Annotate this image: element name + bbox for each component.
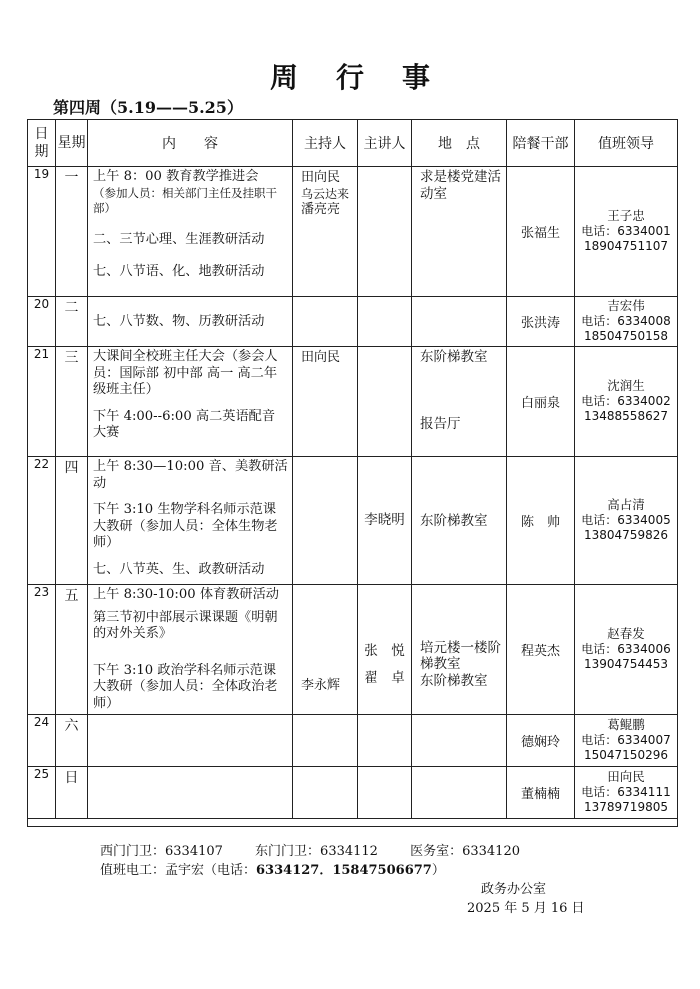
place-text: 东阶梯教室 [420, 349, 488, 365]
row-place [412, 167, 507, 297]
electrician-close: ） [431, 863, 445, 878]
leader-name: 田向民 [607, 769, 645, 785]
title-char: 事 [402, 61, 431, 94]
row-weekday: 六 [56, 715, 88, 767]
leader-name: 沈润生 [607, 378, 645, 394]
row-date: 19 [28, 167, 56, 297]
leader-phone: 电话：6334007 [581, 732, 671, 747]
row-weekday: 二 [56, 297, 88, 347]
row-date: 24 [28, 715, 56, 767]
row-place [412, 715, 507, 767]
place-text: 求是楼党建活动室 [420, 169, 501, 202]
row-speaker [358, 585, 412, 715]
row-date: 23 [28, 585, 56, 715]
table-row [28, 767, 678, 819]
place-text: 东阶梯教室 [420, 513, 488, 530]
signature-date: 2025 年 5 月 16 日 [467, 901, 585, 916]
week-label: 第四周（5.19——5.25） [53, 98, 243, 117]
table-row [28, 457, 678, 585]
leader-mobile: 13789719805 [584, 800, 668, 815]
row-host [293, 167, 358, 297]
host-name: 李永辉 [301, 678, 341, 693]
content-line: 七、八节语、化、地教研活动 [93, 264, 265, 279]
leader-mobile: 13488558627 [584, 409, 668, 424]
row-date: 25 [28, 767, 56, 819]
row-weekday: 一 [56, 167, 88, 297]
speaker-name: 翟 卓 [364, 669, 405, 686]
row-place [412, 297, 507, 347]
row-leader [575, 715, 678, 767]
table-header-row [28, 120, 678, 167]
leader-name: 吉宏伟 [607, 298, 645, 314]
clinic-phone: 医务室：6334120 [410, 844, 520, 859]
row-staff: 德娴玲 [507, 715, 575, 767]
table-row-filler [28, 819, 678, 827]
table-row [28, 585, 678, 715]
table-row [28, 297, 678, 347]
leader-name: 王子忠 [607, 208, 645, 224]
title-char: 行 [335, 61, 364, 94]
row-weekday: 日 [56, 767, 88, 819]
content-line: 下午 3:10 政治学科名师示范课大教研（参加人员：全体政治老师） [93, 662, 278, 711]
speaker-name: 李晓明 [364, 512, 405, 528]
content-line: 下午 4:00--6:00 高二英语配音大赛 [93, 408, 276, 440]
content-line: 七、八节数、物、历教研活动 [93, 314, 265, 330]
row-leader [575, 767, 678, 819]
page-title [0, 56, 700, 96]
header-leader: 值班领导 [575, 120, 678, 167]
row-content [88, 767, 293, 819]
row-place [412, 585, 507, 715]
host-name: 潘亮亮 [301, 202, 341, 217]
row-host [293, 347, 358, 457]
leader-phone: 电话：6334005 [581, 512, 671, 527]
leader-phone: 电话：6334008 [581, 313, 671, 328]
west-gate-phone: 西门门卫：6334107 [100, 844, 223, 859]
row-weekday: 三 [56, 347, 88, 457]
content-line: 上午 8:30—10:00 音、美教研活动 [93, 459, 288, 491]
footer-contacts [100, 840, 520, 859]
content-line: 大课间全校班主任大会（参会人员：国际部 初中部 高一 高二年级班主任） [93, 349, 278, 397]
row-host [293, 715, 358, 767]
header-place: 地 点 [412, 120, 507, 167]
row-weekday: 四 [56, 457, 88, 585]
row-place [412, 457, 507, 585]
row-speaker [358, 297, 412, 347]
row-staff: 张福生 [507, 167, 575, 297]
content-line: （参加人员：相关部门主任及挂职干部） [93, 185, 277, 215]
row-staff: 董楠楠 [507, 767, 575, 819]
row-staff: 白丽泉 [507, 347, 575, 457]
row-staff: 程英杰 [507, 585, 575, 715]
leader-phone: 电话：6334002 [581, 393, 671, 408]
row-leader [575, 167, 678, 297]
row-date: 20 [28, 297, 56, 347]
content-line: 第三节初中部展示课课题《明朝的对外关系》 [93, 609, 278, 641]
leader-phone: 电话：6334001 [581, 223, 671, 238]
row-content [88, 167, 293, 297]
leader-mobile: 18504750158 [584, 329, 668, 344]
row-content [88, 297, 293, 347]
row-speaker [358, 347, 412, 457]
row-place [412, 347, 507, 457]
row-leader [575, 457, 678, 585]
content-line: 上午 8:30-10:00 体育教研活动 [93, 587, 279, 602]
row-leader [575, 585, 678, 715]
row-host [293, 297, 358, 347]
footer-electrician [100, 859, 445, 878]
east-gate-phone: 东门门卫：6334112 [255, 844, 378, 859]
header-content: 内 容 [88, 120, 293, 167]
content-line: 七、八节英、生、政教研活动 [93, 561, 265, 577]
leader-name: 高占清 [607, 497, 645, 513]
header-staff: 陪餐干部 [507, 120, 575, 167]
row-weekday: 五 [56, 585, 88, 715]
leader-mobile: 13904754453 [584, 657, 668, 672]
header-weekday: 星期 [56, 120, 88, 167]
header-host: 主持人 [293, 120, 358, 167]
row-staff: 张洪涛 [507, 297, 575, 347]
host-name: 乌云达来 [301, 187, 350, 201]
header-speaker: 主讲人 [358, 120, 412, 167]
row-content [88, 347, 293, 457]
speaker-name: 张 悦 [364, 642, 405, 659]
content-line: 上午 8：00 教育教学推进会 [93, 169, 259, 184]
leader-name: 赵春发 [607, 626, 645, 642]
place-text: 培元楼一楼阶梯教室 [420, 639, 501, 673]
schedule-table [27, 119, 678, 827]
row-date: 22 [28, 457, 56, 585]
row-place [412, 767, 507, 819]
leader-mobile: 18904751107 [584, 239, 668, 254]
host-name: 田向民 [301, 170, 341, 185]
signature-office: 政务办公室 [481, 882, 547, 897]
row-date: 21 [28, 347, 56, 457]
leader-mobile: 13804759826 [584, 528, 668, 543]
row-content [88, 715, 293, 767]
leader-name: 葛鲲鹏 [607, 717, 645, 733]
host-name: 田向民 [301, 350, 341, 365]
table-row [28, 347, 678, 457]
table-row [28, 715, 678, 767]
content-line: 二、三节心理、生涯教研活动 [93, 231, 265, 247]
leader-mobile: 15047150296 [584, 748, 668, 763]
row-host [293, 767, 358, 819]
row-staff: 陈 帅 [507, 457, 575, 585]
title-char: 周 [269, 61, 298, 94]
row-speaker [358, 167, 412, 297]
row-leader [575, 347, 678, 457]
row-host [293, 457, 358, 585]
place-text: 东阶梯教室 [420, 672, 488, 689]
leader-phone: 电话：6334111 [581, 784, 671, 799]
content-line: 下午 3:10 生物学科名师示范课大教研（参加人员：全体生物老师） [93, 502, 278, 550]
electrician-label: 值班电工：孟宇宏（电话： [100, 863, 257, 878]
row-speaker [358, 715, 412, 767]
row-speaker [358, 767, 412, 819]
row-content [88, 585, 293, 715]
row-content [88, 457, 293, 585]
table-row [28, 167, 678, 297]
row-host [293, 585, 358, 715]
leader-phone: 电话：6334006 [581, 641, 671, 656]
header-date: 日期 [28, 120, 56, 167]
row-speaker [358, 457, 412, 585]
row-leader [575, 297, 678, 347]
electrician-phones: 6334127．15847506677 [256, 863, 432, 878]
place-text: 报告厅 [420, 415, 461, 432]
